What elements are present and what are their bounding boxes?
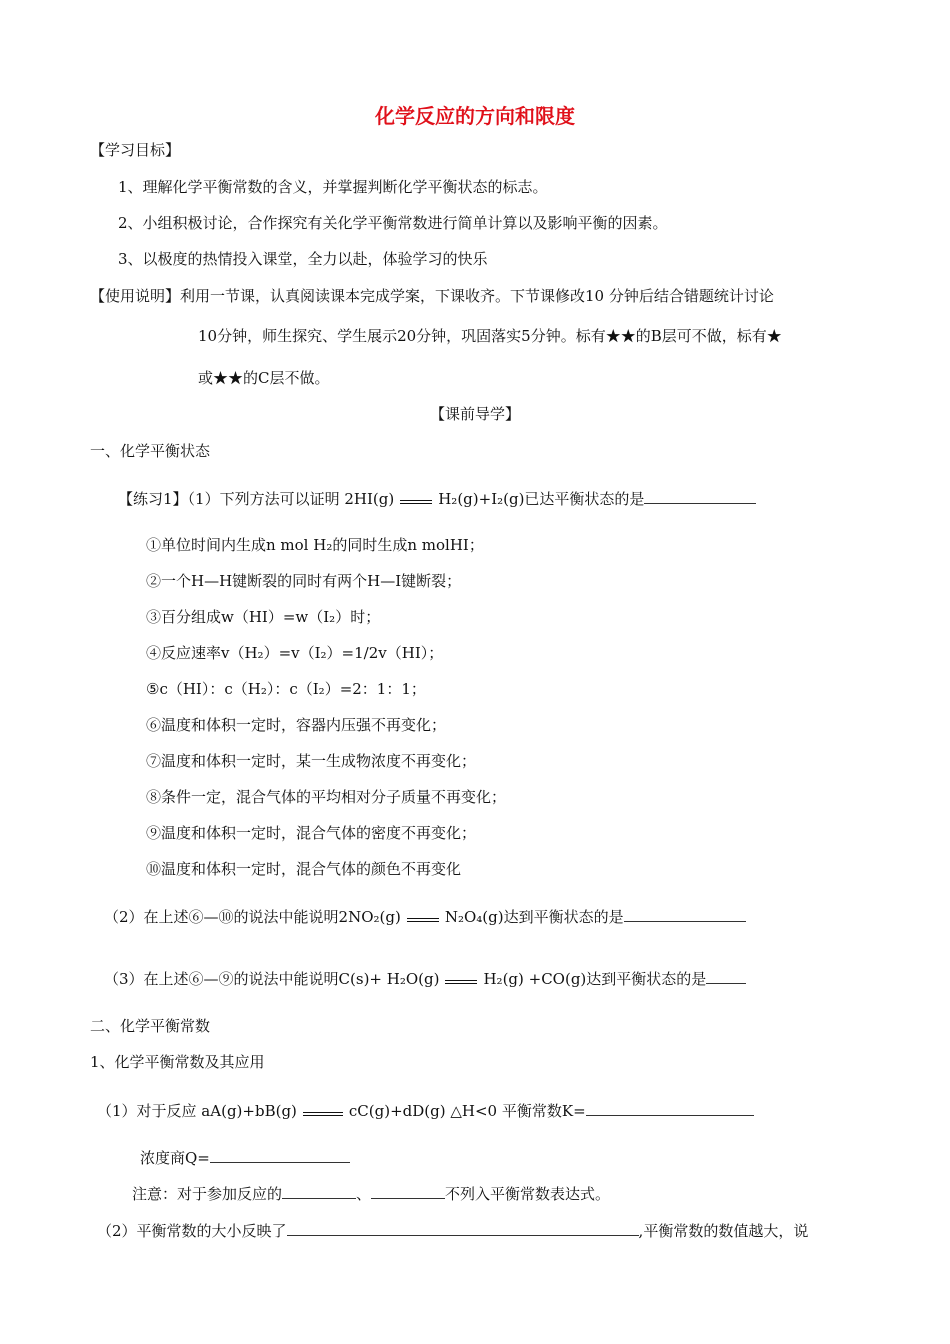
question-text: H₂(g) +CO(g)达到平衡状态的是 <box>483 970 707 988</box>
section1-title: 一、化学平衡状态 <box>90 442 211 460</box>
usage-line: 【使用说明】利用一节课，认真阅读课本完成学案，下课收齐。下节课修改10 分钟后结合错题统计讨论 <box>90 287 774 305</box>
question-text: 浓度商Q= <box>140 1149 210 1167</box>
note-text: 不列入平衡常数表达式。 <box>445 1185 611 1203</box>
section2-title: 二、化学平衡常数 <box>90 1017 211 1035</box>
question-text: （2）平衡常数的大小反映了 <box>97 1222 287 1240</box>
section2-subtitle: 1、化学平衡常数及其应用 <box>90 1053 265 1071</box>
note-text: 注意：对于参加反应的 <box>132 1185 283 1203</box>
question-text: ,平衡常数的数值越大，说 <box>638 1222 809 1240</box>
question-text: 【练习1】（1）下列方法可以证明 2HI(g) <box>118 490 395 508</box>
option-item: ②一个H—H键断裂的同时有两个H—I键断裂； <box>146 572 462 590</box>
note-text: 、 <box>356 1185 372 1203</box>
objective-item: 3、以极度的热情投入课堂，全力以赴，体验学习的快乐 <box>118 250 488 268</box>
answer-blank[interactable] <box>644 489 756 504</box>
question-text: （1）对于反应 aA(g)+bB(g) <box>97 1102 297 1120</box>
question-text: （3）在上述⑥—⑨的说法中能说明C(s)+ H₂O(g) <box>104 970 440 988</box>
answer-blank[interactable] <box>586 1101 754 1116</box>
option-item: ⑩温度和体积一定时，混合气体的颜色不再变化 <box>146 860 462 878</box>
answer-blank[interactable] <box>210 1148 350 1163</box>
option-item: ③百分组成w（HI）=w（I₂）时； <box>146 608 381 626</box>
exercise1-question <box>118 488 756 509</box>
option-item: ④反应速率v（H₂）=v（I₂）=1/2v（HI）； <box>146 644 444 662</box>
concentration-quotient-line <box>140 1147 350 1168</box>
usage-line: 或★★的C层不做。 <box>198 369 330 387</box>
note-line <box>132 1183 610 1204</box>
question-text: （2）在上述⑥—⑩的说法中能说明2NO₂(g) <box>104 908 401 926</box>
page-title: 化学反应的方向和限度 <box>375 104 575 128</box>
answer-blank[interactable] <box>624 907 746 922</box>
question-p2 <box>97 1220 808 1241</box>
equilibrium-constant-line <box>97 1100 754 1121</box>
equilibrium-arrow-icon <box>396 490 436 506</box>
equilibrium-arrow-icon <box>403 908 443 924</box>
answer-blank[interactable] <box>287 1221 639 1236</box>
answer-blank[interactable] <box>706 969 746 984</box>
option-item: ⑤c（HI）：c（H₂）：c（I₂）=2：1：1； <box>146 680 426 698</box>
preview-header: 【课前导学】 <box>429 405 520 423</box>
objectives-header: 【学习目标】 <box>90 141 181 159</box>
question-text: cC(g)+dD(g) △H<0 平衡常数K= <box>348 1102 586 1120</box>
equilibrium-arrow-icon <box>299 1102 347 1118</box>
option-item: ⑨温度和体积一定时，混合气体的密度不再变化； <box>146 824 477 842</box>
option-item: ⑧条件一定，混合气体的平均相对分子质量不再变化； <box>146 788 507 806</box>
option-item: ①单位时间内生成n mol H₂的同时生成n molHI； <box>146 536 484 554</box>
objective-item: 2、小组积极讨论，合作探究有关化学平衡常数进行简单计算以及影响平衡的因素。 <box>118 214 668 232</box>
usage-line: 10分钟，师生探究、学生展示20分钟，巩固落实5分钟。标有★★的B层可不做，标有★ <box>198 327 782 345</box>
question-text: H₂(g)+I₂(g)已达平衡状态的是 <box>438 490 645 508</box>
answer-blank[interactable] <box>371 1184 445 1199</box>
question-2 <box>104 906 746 927</box>
question-text: N₂O₄(g)达到平衡状态的是 <box>444 908 624 926</box>
question-3 <box>104 968 746 989</box>
equilibrium-arrow-icon <box>441 970 481 986</box>
option-item: ⑥温度和体积一定时，容器内压强不再变化； <box>146 716 447 734</box>
objective-item: 1、理解化学平衡常数的含义，并掌握判断化学平衡状态的标志。 <box>118 178 548 196</box>
option-item: ⑦温度和体积一定时，某一生成物浓度不再变化； <box>146 752 477 770</box>
answer-blank[interactable] <box>282 1184 356 1199</box>
